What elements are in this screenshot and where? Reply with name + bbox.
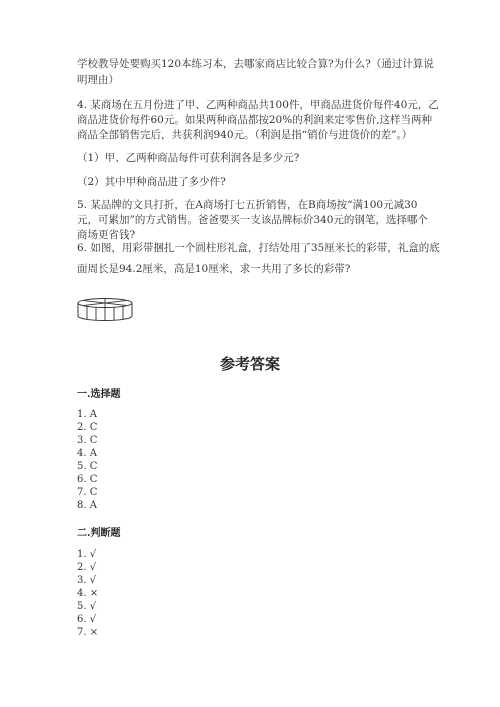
q4-line-3: 商品全部销售完后，共获利润940元。（利润是指“销价与进货价的差”。） [77, 129, 413, 141]
section-choice-title: 一.选择题 [77, 389, 121, 400]
answer-item: 6. C [77, 474, 98, 485]
answer-item: 3. C [77, 435, 98, 446]
intro-line-2: 明理由） [77, 74, 119, 86]
q4-sub-2: （2）其中甲种商品进了多少件? [77, 176, 226, 188]
answer-item: 8. A [77, 500, 97, 511]
answer-item: 7. C [77, 487, 98, 498]
answer-item: 7. × [77, 627, 99, 638]
answer-item: 1. √ [77, 549, 97, 560]
answer-item: 2. C [77, 422, 98, 433]
cylinder-gift-box-figure [76, 296, 134, 326]
answer-item: 5. √ [77, 601, 97, 612]
q4-sub-1: （1）甲、乙两种商品每件可获利润各是多少元? [77, 152, 300, 164]
q5-line-2: 元，可累加”的方式销售。爸爸要买一支该品牌标价340元的钢笔，选择哪个 [77, 214, 428, 226]
q5-line-3: 商场更省钱? [77, 229, 136, 241]
answer-item: 2. √ [77, 562, 97, 573]
q4-line-1: 4. 某商场在五月份进了甲、乙两种商品共100件，甲商品进货价每件40元，乙 [77, 99, 439, 111]
section-judgement-title: 二.判断题 [77, 528, 121, 539]
q5-line-1: 5. 某品牌的文具打折，在A商场打七五折销售，在B商场按“满100元减30 [77, 199, 418, 211]
q4-line-2: 商品进货价每件60元。如果两种商品都按20%的利润来定零售价,这样当两种 [77, 114, 433, 126]
answer-item: 3. √ [77, 575, 97, 586]
q6-line-1: 6. 如图，用彩带捆扎一个圆柱形礼盒，打结处用了35厘米长的彩带，礼盒的底 [77, 242, 440, 254]
intro-line-1: 学校教导处要购买120本练习本，去哪家商店比较合算?为什么?（通过计算说 [77, 58, 434, 70]
answer-title: 参考答案 [219, 355, 280, 373]
answer-item: 1. A [77, 409, 97, 420]
answer-item: 4. A [77, 448, 97, 459]
answer-item: 4. × [77, 588, 99, 599]
answer-item: 6. √ [77, 614, 97, 625]
q6-line-2: 面周长是94.2厘米，高是10厘米，求一共用了多长的彩带? [77, 263, 351, 275]
answer-item: 5. C [77, 461, 98, 472]
